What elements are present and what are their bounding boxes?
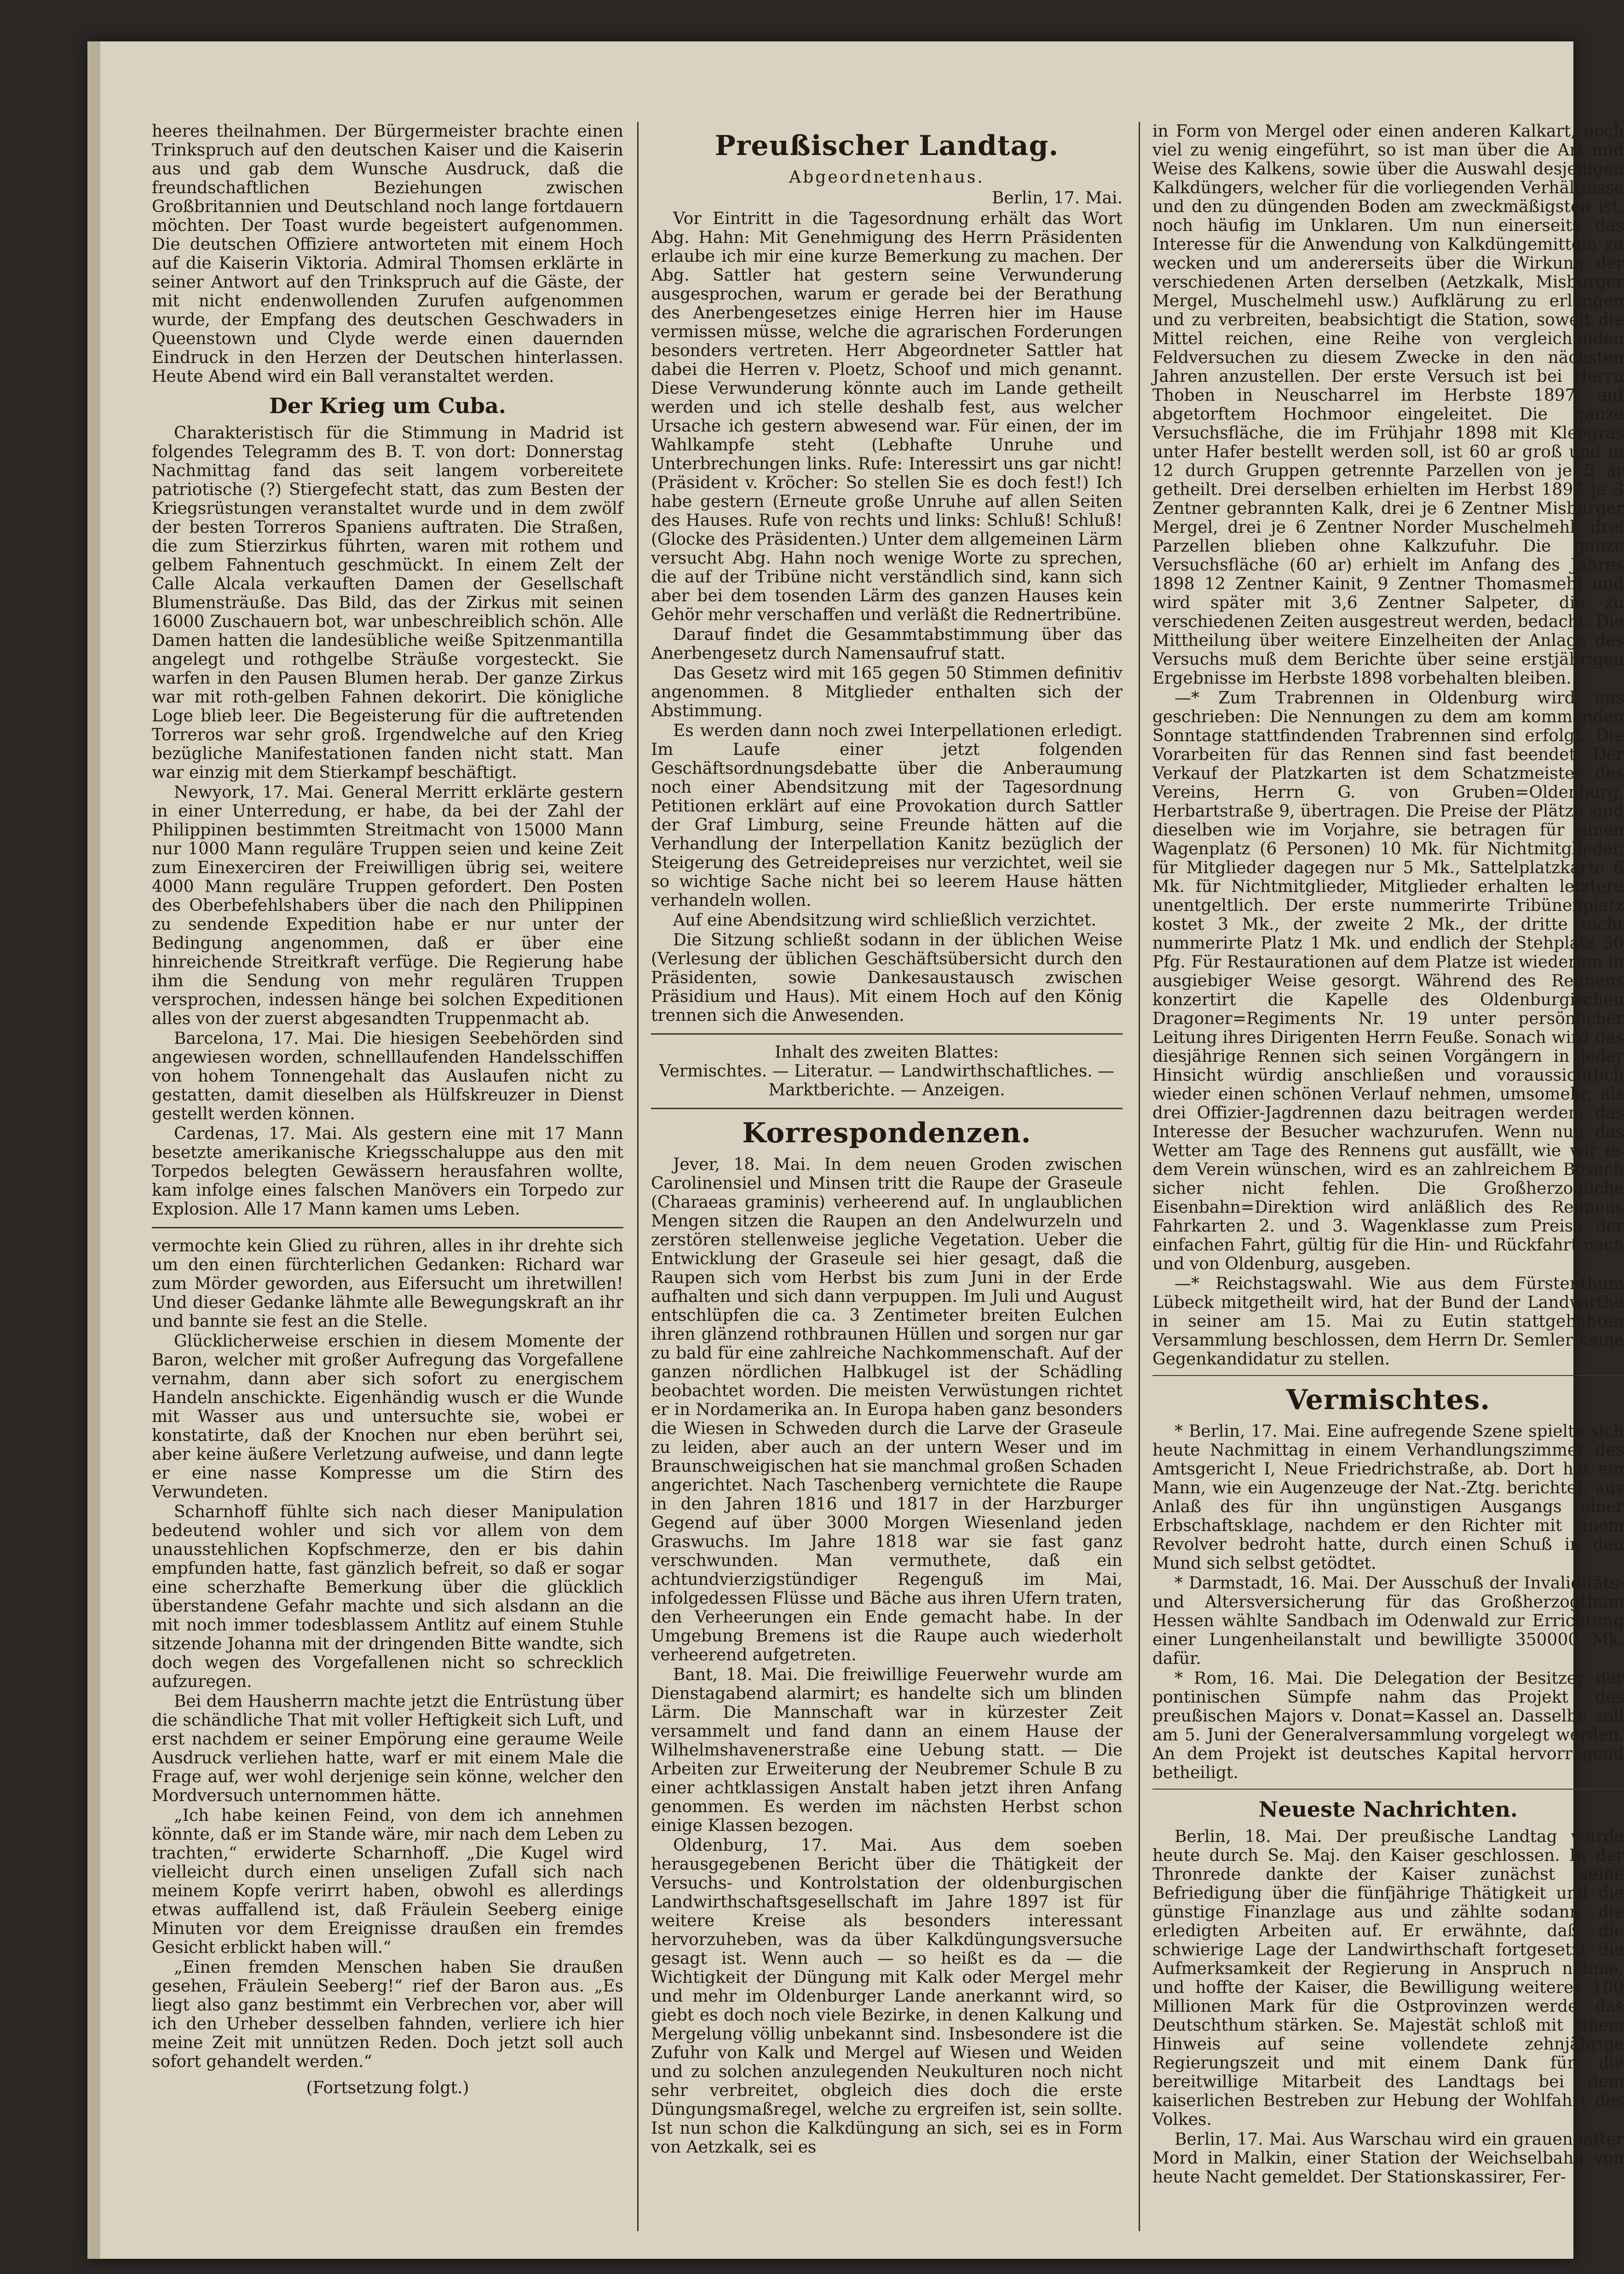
feuilleton-paragraph: Scharnhoff fühlte sich nach dieser Manipulation bedeutend wohler und sich vor allem von dem unausstehlichen Kopfschmerze, den er bis dahin empfunden hatte, fast gänzlich befreit, so daß er sogar eine scherzhafte Bemerkung über die glücklich überstandene Gefahr machte und sich alsdann an die mit noch immer todesblassem Antlitz auf einem Stuhle sitzende Johanna mit der dringenden Bitte wandte, sich doch wegen des Vorgefallenen nicht so schrecklich aufzuregen. — [152, 1503, 623, 1691]
column-right — [1152, 122, 1624, 2231]
article-kalk-continued: in Form von Mergel oder einen anderen Kalkart, noch viel zu wenig eingeführt, so ist man über die Art und Weise des Kalkens, sowie über die Auswahl desjenigen Kalkdüngers, welcher für die vorliegenden Verhältnisse und den zu düngenden Boden am zweckmäßigsten ist, noch häufig im Unklaren. Um nun einerseits das Interesse für die Anwendung von Kalkdüngemitteln zu wecken und um andererseits über die Wirkung der verschiedenen Arten derselben (Aetzkalk, Misburger Mergel, Muschelmehl usw.) Aufklärung zu erlangen und zu verbreiten, beabsichtigt die Station, soweit die Mittel reichen, eine Reihe von vergleichenden Feldversuchen zu diesem Zwecke in den nächsten Jahren anzustellen. Der erste Versuch ist bei Herrn Thoben in Neuscharrel im Herbste 1897 auf abgetorftem Hochmoor eingeleitet. Die ganze Versuchsfläche, die im Frühjahr 1898 mit Kleegras unter Hafer bestellt werden soll, ist 60 ar groß und in 12 durch Gruppen getrennte Parzellen von je 5 ar getheilt. Drei derselben erhielten im Herbst 1897 je 3 Zentner gebrannten Kalk, drei je 6 Zentner Misburger Mergel, drei je 6 Zentner Norder Muschelmehl; drei Parzellen blieben ohne Kalkzufuhr. Die ganze Versuchsfläche (60 ar) erhielt im Anfang des Jahres 1898 12 Zentner Kainit, 9 Zentner Thomasmehl und wird später mit 3,6 Zentner Salpeter, die zu verschiedenen Zeiten ausgestreut werden, bedacht. Die Mittheilung über weitere Einzelheiten der Anlage des Versuchs muß dem Berichte über seine erstjährigen Ergebnisse im Herbste 1898 vorbehalten bleiben. — [1152, 122, 1624, 688]
continuation-note: (Fortsetzung folgt.) — [306, 2078, 469, 2097]
article-bant: Bant, 18. Mai. Die freiwillige Feuerwehr wurde am Dienstagabend alarmirt; es handelte sich um blinden Lärm. Die Mannschaft war in kürzester Zeit versammelt und fand dann an einem Hause der Wilhelmshavenerstraße eine Uebung statt. — Die Arbeiten zur Erweiterung der Neubremer Schule B zu einer achtklassigen Anstalt haben jetzt ihren Anfang genommen. Es werden im nächsten Herbst schon einige Klassen bezogen. — [651, 1665, 1123, 1835]
article-landtag: Darauf findet die Gesammtabstimmung über das Anerbengesetz durch Namensaufruf statt. — [651, 625, 1123, 663]
feuilleton-paragraph: vermochte kein Glied zu rühren, alles in ihr drehte sich um den einen fürchterlichen Gedanken: Richard war zum Mörder geworden, aus Eifersucht um ihretwillen! Und dieser Gedanke lähmte alle Bewegungskraft an ihr und bannte sie fest an die Stelle. — [152, 1237, 623, 1331]
article-reichstagswahl: —* Reichstagswahl. Wie aus dem Fürstenthum Lübeck mitgetheilt wird, hat der Bund der Landwirthe in seiner am 15. Mai zu Eutin stattgehabten Versammlung beschlossen, dem Herrn Dr. Semler keine Gegenkandidatur zu stellen. — [1152, 1274, 1624, 1369]
article-landtag: Vor Eintritt in die Tagesordnung erhält das Wort Abg. Hahn: Mit Genehmigung des Herrn Präsidenten erlaube ich mir eine kurze Bemerkung zu machen. Der Abg. Sattler hat gestern seine Verwunderung ausgesprochen, warum er gerade bei der Berathung des Anerbengesetzes einige Herren hier im Hause vermissen müsse, welche die agrarischen Forderungen besonders vertreten. Herr Abgeordneter Sattler hat dabei die Herren v. Ploetz, Schoof und mich genannt. Diese Verwunderung könnte auch im Lande getheilt werden und ich stelle deshalb fest, aus welcher Ursache ich gestern abwesend war. Für einen, der im Wahlkampfe steht (Lebhafte Unruhe und Unterbrechungen links. Rufe: Interessirt uns gar nicht! (Präsident v. Kröcher: So stellen Sie es doch fest!) Ich habe gestern (Erneute große Unruhe auf allen Seiten des Hauses. Rufe von rechts und links: Schluß! Schluß! (Glocke des Präsidenten.) Unter dem allgemeinen Lärm versucht Abg. Hahn noch wenige Worte zu sprechen, die auf der Tribüne nicht verständlich sind, kann sich aber bei dem tosenden Lärm des ganzen Hauses kein Gehör mehr verschaffen und verläßt die Rednertribüne. — [651, 209, 1123, 624]
inhalt-title: Inhalt des zweiten Blattes: — [774, 1043, 999, 1062]
heading-krieg-um-cuba: Der Krieg um Cuba. — [269, 393, 506, 418]
heading-preussischer-landtag: Preußischer Landtag. — [714, 130, 1059, 162]
inhalt-items: Vermischtes. — Literatur. — Landwirthschaftliches. — Marktberichte. — Anzeigen. — [659, 1062, 1115, 1100]
section-divider — [651, 1108, 1123, 1109]
article-landtag: Es werden dann noch zwei Interpellationen erledigt. Im Laufe einer jetzt folgenden Geschäftsordnungsdebatte über die Anberaumung noch einer Abendsitzung mit der Tagesordnung Petitionen erklärt auf eine Provokation durch Sattler der Graf Limburg, seine Freunde hätten auf die Verhandlung der Interpellation Kanitz bezüglich der Steigerung des Getreidepreises nur verzichtet, weil sie so wichtige Sache nicht bei so leerem Hause hätten verhandeln wollen. — [651, 721, 1123, 910]
column-rule — [1139, 122, 1140, 2231]
heading-neueste-nachrichten: Neueste Nachrichten. — [1259, 1797, 1518, 1822]
article-berlin-landtag: Berlin, 18. Mai. Der preußische Landtag wurde heute durch Se. Maj. den Kaiser geschlossen. In der Thronrede dankte der Kaiser zunächst seine Befriedigung über die fünfjährige Thätigkeit und die günstige Finanzlage aus und zählte sodann die erledigten Arbeiten auf. Er erwähnte, daß die schwierige Lage der Landwirthschaft fortgesetzt die Aufmerksamkeit der Regierung in Anspruch nehme, und hoffte der Kaiser, die Bewilligung weiterer 100 Millionen Mark für die Ostprovinzen werde das Deutschthum stärken. Se. Majestät schloß mit einem Hinweis auf seine vollendete zehnjährige Regierungszeit und mit einem Dank für die bereitwillige Mitarbeit des Landtags bei dem kaiserlichen Bestreben zur Hebung der Wohlfahrt des Volkes. — [1152, 1827, 1624, 2129]
feuilleton-paragraph: Bei dem Hausherrn machte jetzt die Entrüstung über die schändliche That mit voller Heftigkeit sich Luft, und erst nachdem er seiner Empörung eine geraume Weile Ausdruck verliehen hatte, warf er mit einem Male die Frage auf, wer wohl derjenige sein könne, welcher den Mordversuch unternommen hätte. — [152, 1692, 623, 1805]
column-left — [152, 122, 623, 2231]
article-newyork: Newyork, 17. Mai. General Merritt erklärte gestern in einer Unterredung, er habe, da bei der Zahl der Philippinen bestimmten Streitmacht von 15000 Mann nur 1000 Mann reguläre Truppen seien und keine Zeit zum Einexerciren der Freiwilligen übrig sei, weitere 4000 Mann reguläre Truppen gefordert. Den Posten des Oberbefehlshabers über die nach den Philippinen zu sendende Expedition habe er nur unter der Bedingung angenommen, daß er über eine hinreichende Streitkraft verfüge. Die Regierung habe ihm die Sendung von mehr regulären Truppen versprochen, indessen hänge bei solchen Expeditionen alles von der zuerst abgesandten Truppenmacht ab. — [152, 783, 623, 1028]
article-rom: * Rom, 16. Mai. Die Delegation der Besitzer der pontinischen Sümpfe nahm das Projekt des preußischen Majors v. Donat=Kassel an. Dasselbe soll am 5. Juni der Generalversammlung vorgelegt werden. An dem Projekt ist deutsches Kapital hervorragend betheiligt. — [1152, 1669, 1624, 1782]
column-middle — [651, 122, 1123, 2231]
article-berlin-warschau: Berlin, 17. Mai. Aus Warschau wird ein grauenhafter Mord in Malkin, einer Station der Weichselbahn von heute Nacht gemeldet. Der Stationskassirer, Fer- — [1152, 2130, 1624, 2187]
article-landtag: Die Sitzung schließt sodann in der üblichen Weise (Verlesung der üblichen Geschäftsübersicht durch den Präsidenten, sowie Dankesaustausch zwischen Präsidium und Haus). Mit einem Hoch auf den König trennen sich die Anwesenden. — [651, 931, 1123, 1025]
article-madrid: Charakteristisch für die Stimmung in Madrid ist folgendes Telegramm des B. T. von dort: Donnerstag Nachmittag fand das seit langem vorbereitete patriotische (?) Stiergefecht statt, das zum Besten der Kriegsrüstungen veranstaltet wurde und in dem zwölf der besten Torreros Spaniens auftraten. Die Straßen, die zum Stierzirkus führten, waren mit rothem und gelbem Fahnentuch geschmückt. In einem Zelt der Calle Alcala verkauften Damen der Gesellschaft Blumensträuße. Das Bild, das der Zirkus mit seinen 16000 Zuschauern bot, war unbeschreiblich schön. Alle Damen hatten die landesübliche weiße Spitzenmantilla angelegt und rothgelbe Sträuße vorgesteckt. Sie warfen in den Pausen Blumen herab. Der ganze Zirkus war mit roth-gelben Fahnen dekorirt. Die königliche Loge blieb leer. Die Begeisterung für die auftretenden Torreros war sehr groß. Irgendwelche auf den Krieg bezügliche Manifestationen fanden nicht statt. Man war einzig mit dem Stierkampf beschäftigt. — [152, 424, 623, 782]
column-rule — [637, 122, 639, 2231]
article-trabrennen: —* Zum Trabrennen in Oldenburg wird uns geschrieben: Die Nennungen zu dem am kommenden Sonntage stattfindenden Trabrennen sind erfolgt. Die Vorarbeiten für das Rennen sind fast beendet. Der Verkauf der Platzkarten ist dem Schatzmeister des Vereins, Herrn G. von Gruben=Oldenburg, Herbartstraße 9, übertragen. Die Preise der Plätze sind dieselben wie im Vorjahre, sie betragen für einen Wagenplatz (6 Personen) 10 Mk. für Nichtmitglieder, für Mitglieder dagegen nur 5 Mk., Sattelplatzkarte 6 Mk. für Nichtmitglieder, Mitglieder erhalten letztere unentgeltlich. Der erste nummerirte Tribünenplatz kostet 3 Mk., der zweite 2 Mk., der dritte nicht nummerirte Platz 1 Mk. und endlich der Stehplatz 50 Pfg. Für Restaurationen auf dem Platze ist wiederum in ausgiebiger Weise gesorgt. Während des Rennens konzertirt die Kapelle des Oldenburgischen Dragoner=Regiments Nr. 19 unter persönlicher Leitung ihres Dirigenten Herrn Feuße. Sonach wird das diesjährige Rennen sich seinen Vorgängern in jeder Hinsicht würdig anschließen und voraussichtlich wieder einen schönen Verlauf nehmen, umsomehr, als drei Offizier-Jagdrennen dazu beitragen werden, das Interesse der Besucher wachzurufen. Wenn nun das Wetter am Tage des Rennens gut ausfällt, wie wir es dem Verein wünschen, wird es an zahlreichem Besuch sicher nicht fehlen. Die Großherzogliche Eisenbahn=Direktion wird anläßlich des Rennens Fahrkarten 2. und 3. Wagenklasse zum Preise der einfachen Fahrt, gültig für die Hin- und Rückfahrt nach und von Oldenburg, ausgeben. — [1152, 689, 1624, 1273]
heading-korrespondenzen: Korrespondenzen. — [742, 1117, 1031, 1149]
feuilleton-paragraph: „Einen fremden Menschen haben Sie draußen gesehen, Fräulein Seeberg!“ rief der Baron aus. „Es liegt also ganz bestimmt ein Verbrechen vor, aber will ich den Urheber desselben fahnden, verliere ich hier meine Zeit mit unnützen Reden. Doch jetzt soll auch sofort gehandelt werden.“ — [152, 1958, 623, 2071]
subheading-abgeordnetenhaus: Abgeordnetenhaus. — [789, 168, 985, 187]
article-landtag: Auf eine Abendsitzung wird schließlich verzichtet. — [673, 911, 1096, 930]
article-darmstadt: * Darmstadt, 16. Mai. Der Ausschuß der Invaliditäts- und Altersversicherung für das Großherzogthum Hessen wählte Sandbach im Odenwald zur Errichtung einer Lungenheilanstalt und bewilligte 350000 Mk. dafür. — [1152, 1574, 1624, 1668]
heading-vermischtes: Vermischtes. — [1286, 1384, 1491, 1416]
section-divider — [1152, 1789, 1624, 1790]
newspaper-page — [87, 41, 1624, 2259]
article-jever: Jever, 18. Mai. In dem neuen Groden zwischen Carolinensiel und Minsen tritt die Raupe der Graseule (Charaeas graminis) verheerend auf. In unglaublichen Mengen sitzen die Raupen an den Andelwurzeln und zerstören stellenweise jegliche Vegetation. Ueber die Entwicklung der Graseule sei hier gesagt, daß die Raupen sich vom Herbst bis zum Juni in der Erde aufhalten und sich dann verpuppen. Im Juli und August entschlüpfen die ca. 3 Zentimeter breiten Eulchen ihren glänzend rothbraunen Hüllen und sorgen nur gar zu bald für eine zahlreiche Nachkommenschaft. Auf der ganzen nördlichen Halbkugel ist der Schädling beobachtet worden. Die meisten Verwüstungen richtet er in Nordamerika an. In Europa haben ganz besonders die Wiesen in Schweden durch die Larve der Graseule zu leiden, aber auch an der untern Weser und im Braunschweigischen hat sie manchmal großen Schaden angerichtet. Nach Taschenberg vernichtete die Raupe in den Jahren 1816 und 1817 in der Harzburger Gegend auf über 3000 Morgen Wiesenland jeden Graswuchs. Im Jahre 1818 war sie fast ganz verschwunden. Man vermuthete, daß ein achtundvierzigstündiger Regenguß im Mai, infolgedessen Flüsse und Bäche aus ihren Ufern traten, den Verheerungen ein Ende gemacht habe. In der Umgebung Bremens ist die Raupe auch wiederholt verheerend aufgetreten. — [651, 1155, 1123, 1664]
feuilleton-paragraph: „Ich habe keinen Feind, von dem ich annehmen könnte, daß er im Stande wäre, mir nach dem Leben zu trachten,“ erwiderte Scharnhoff. „Die Kugel wird vielleicht durch einen unseligen Zufall sich nach meinem Kopfe verirrt haben, obwohl es allerdings etwas auffallend ist, daß Fräulein Seeberg einige Minuten vor dem Ereignisse draußen ein fremdes Gesicht erblickt haben will.“ — [152, 1806, 623, 1957]
feuilleton-paragraph: Glücklicherweise erschien in diesem Momente der Baron, welcher mit großer Aufregung das Vorgefallene vernahm, dann aber sich sofort zu energischem Handeln anschickte. Eigenhändig wusch er die Wunde mit Wasser aus und untersuchte sie, wobei er konstatirte, daß der Knochen nur eben berührt sei, aber keine äußere Verletzung aufweise, und dann legte er eine nasse Kompresse um die Stirn des Verwundeten. — [152, 1332, 623, 1502]
section-divider — [1152, 1375, 1624, 1376]
section-divider — [651, 1033, 1123, 1035]
article-oldenburg: Oldenburg, 17. Mai. Aus dem soeben herausgegebenen Bericht über die Thätigkeit der Versuchs- und Kontrolstation der oldenburgischen Landwirthschaftsgesellschaft im Jahre 1897 ist für weitere Kreise als besonders interessant hervorzuheben, was da über Kalkdüngungsversuche gesagt ist. Wenn auch — so heißt es da — die Wichtigkeit der Düngung mit Kalk oder Mergel mehr und mehr im Oldenburger Lande anerkannt wird, so giebt es doch noch viele Bezirke, in denen Kalkung und Mergelung völlig unbekannt sind. Insbesondere ist die Zufuhr von Kalk und Mergel auf Wiesen und Weiden und zu solchen anzulegenden Neukulturen noch nicht sehr verbreitet, obgleich dies doch die erste Düngungsmaßregel, welche zu ergreifen ist, sein sollte. Ist nun schon die Kalkdüngung an sich, sei es in Form von Aetzkalk, sei es — [651, 1836, 1123, 2157]
feuilleton-divider — [152, 1227, 623, 1228]
article-barcelona: Barcelona, 17. Mai. Die hiesigen Seebehörden sind angewiesen worden, schnelllaufenden Handelsschiffen von hohem Tonnengehalt das Auslaufen nicht zu gestatten, damit dieselben als Hülfskreuzer in Dienst gestellt werden können. — [152, 1029, 623, 1123]
article-cardenas: Cardenas, 17. Mai. Als gestern eine mit 17 Mann besetzte amerikanische Kriegsschaluppe aus den mit Torpedos belegten Gewässern herausfahren wollte, kam infolge eines falschen Manövers ein Torpedo zur Explosion. Alle 17 Mann kamen ums Leben. — [152, 1124, 623, 1219]
article-berlin-szene: * Berlin, 17. Mai. Eine aufregende Szene spielte sich heute Nachmittag in einem Verhandlungszimmer des Amtsgericht I, Neue Friedrichstraße, ab. Dort hat ein Mann, wie ein Augenzeuge der Nat.-Ztg. berichtet, aus Anlaß des für ihn ungünstigen Ausgangs einer Erbschaftsklage, nachdem er den Richter mit einem Revolver bedroht hatte, durch einen Schuß in den Mund sich selbst getödtet. — [1152, 1422, 1624, 1573]
article-landtag: Das Gesetz wird mit 165 gegen 50 Stimmen definitiv angenommen. 8 Mitglieder enthalten sich der Abstimmung. — [651, 664, 1123, 720]
binding-edge — [87, 41, 100, 2259]
article-toast: heeres theilnahmen. Der Bürgermeister brachte einen Trinkspruch auf den deutschen Kaiser und die Kaiserin aus und gab dem Wunsche Ausdruck, daß die freundschaftlichen Beziehungen zwischen Großbritannien und Deutschland noch lange fortdauern möchten. Der Toast wurde begeistert aufgenommen. Die deutschen Offiziere antworteten mit einem Hoch auf die Kaiserin Viktoria. Admiral Thomsen erklärte in seiner Antwort auf den Trinkspruch auf die Gäste, der mit nicht endenwollenden Zurufen aufgenommen wurde, der Empfang des deutschen Geschwaders in Queenstown und Clyde werde einen dauernden Eindruck in den Herzen der Deutschen hinterlassen. Heute Abend wird ein Ball veranstaltet werden. — [152, 122, 623, 386]
dateline-berlin: Berlin, 17. Mai. — [991, 189, 1123, 207]
